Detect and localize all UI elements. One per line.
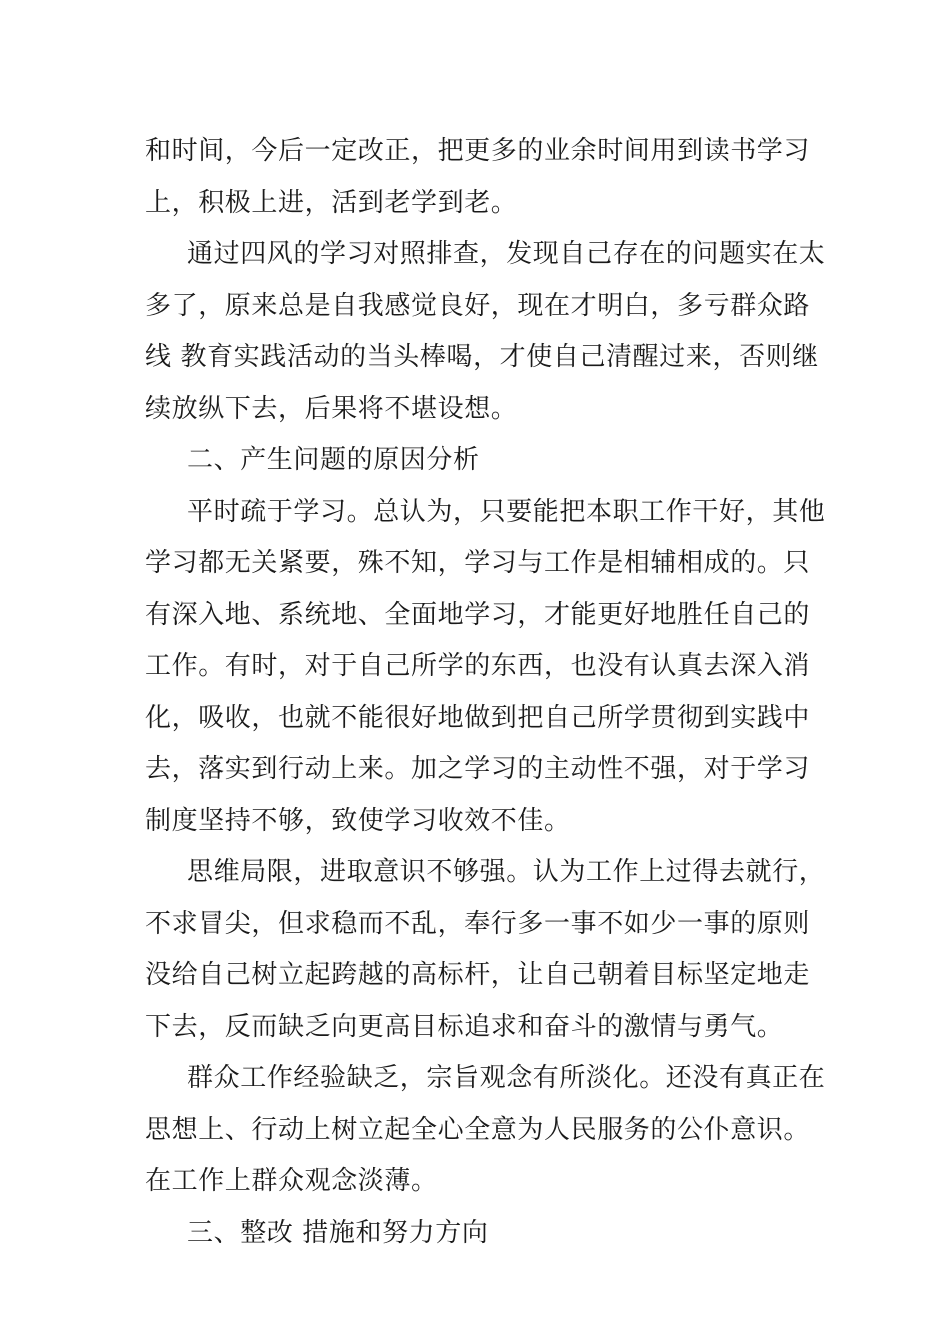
text-line: 工作。有时，对于自己所学的东西，也没有认真去深入消: [145, 651, 811, 681]
text-line: 群众工作经验缺乏，宗旨观念有所淡化。还没有真正在: [187, 1063, 826, 1093]
paragraph-mass-work: [145, 1053, 826, 1208]
section-heading-cause-analysis: [145, 435, 810, 487]
text-line: 通过四风的学习对照排查，发现自己存在的问题实在太: [187, 239, 826, 269]
paragraph-limited-thinking: [145, 847, 826, 1053]
text-line: 不求冒尖，但求稳而不乱，奉行多一事不如少一事的原则: [145, 908, 811, 939]
text-line: 和时间，今后一定改正，把更多的业余时间用到读书学习: [145, 136, 811, 166]
text-line: 没给自己树立起跨越的高标杆，让自己朝着目标坚定地走: [145, 960, 811, 990]
text-line: 去，落实到行动上来。加之学习的主动性不强，对于学习: [145, 754, 811, 784]
text-line: 思维局限，进取意识不够强。认为工作上过得去就行，: [187, 857, 826, 887]
text-line: 续放纵下去，后果将不堪设想。: [145, 393, 518, 424]
document-body: [145, 126, 826, 1259]
text-line: 学习都无关紧要，殊不知，学习与工作是相辅相成的。只: [145, 548, 811, 578]
text-line: 平时疏于学习。总认为，只要能把本职工作干好，其他: [187, 496, 826, 527]
text-line: 制度坚持不够，致使学习收效不佳。: [145, 805, 571, 836]
section-heading-rectification: [145, 1208, 810, 1260]
paragraph-study-neglect: [145, 487, 826, 848]
text-line: 思想上、行动上树立起全心全意为人民服务的公仆意识。: [145, 1114, 811, 1145]
text-line: 多了，原来总是自我感觉良好，现在才明白，多亏群众路: [145, 290, 811, 321]
paragraph-continuation: [145, 126, 810, 229]
heading-line: 二、产生问题的原因分析: [187, 445, 480, 475]
heading-line: 三、整改 措施和努力方向: [187, 1217, 489, 1248]
text-line: 在工作上群众观念淡薄。: [145, 1166, 438, 1196]
text-line: 线 教育实践活动的当头棒喝，才使自己清醒过来，否则继: [145, 342, 819, 372]
paragraph-self-review: [145, 229, 826, 435]
text-line: 上，积极上进，活到老学到老。: [145, 187, 518, 218]
text-line: 有深入地、系统地、全面地学习，才能更好地胜任自己的: [145, 599, 811, 630]
text-line: 化，吸收，也就不能很好地做到把自己所学贯彻到实践中: [145, 702, 811, 733]
text-line: 下去，反而缺乏向更高目标追求和奋斗的激情与勇气。: [145, 1011, 784, 1042]
